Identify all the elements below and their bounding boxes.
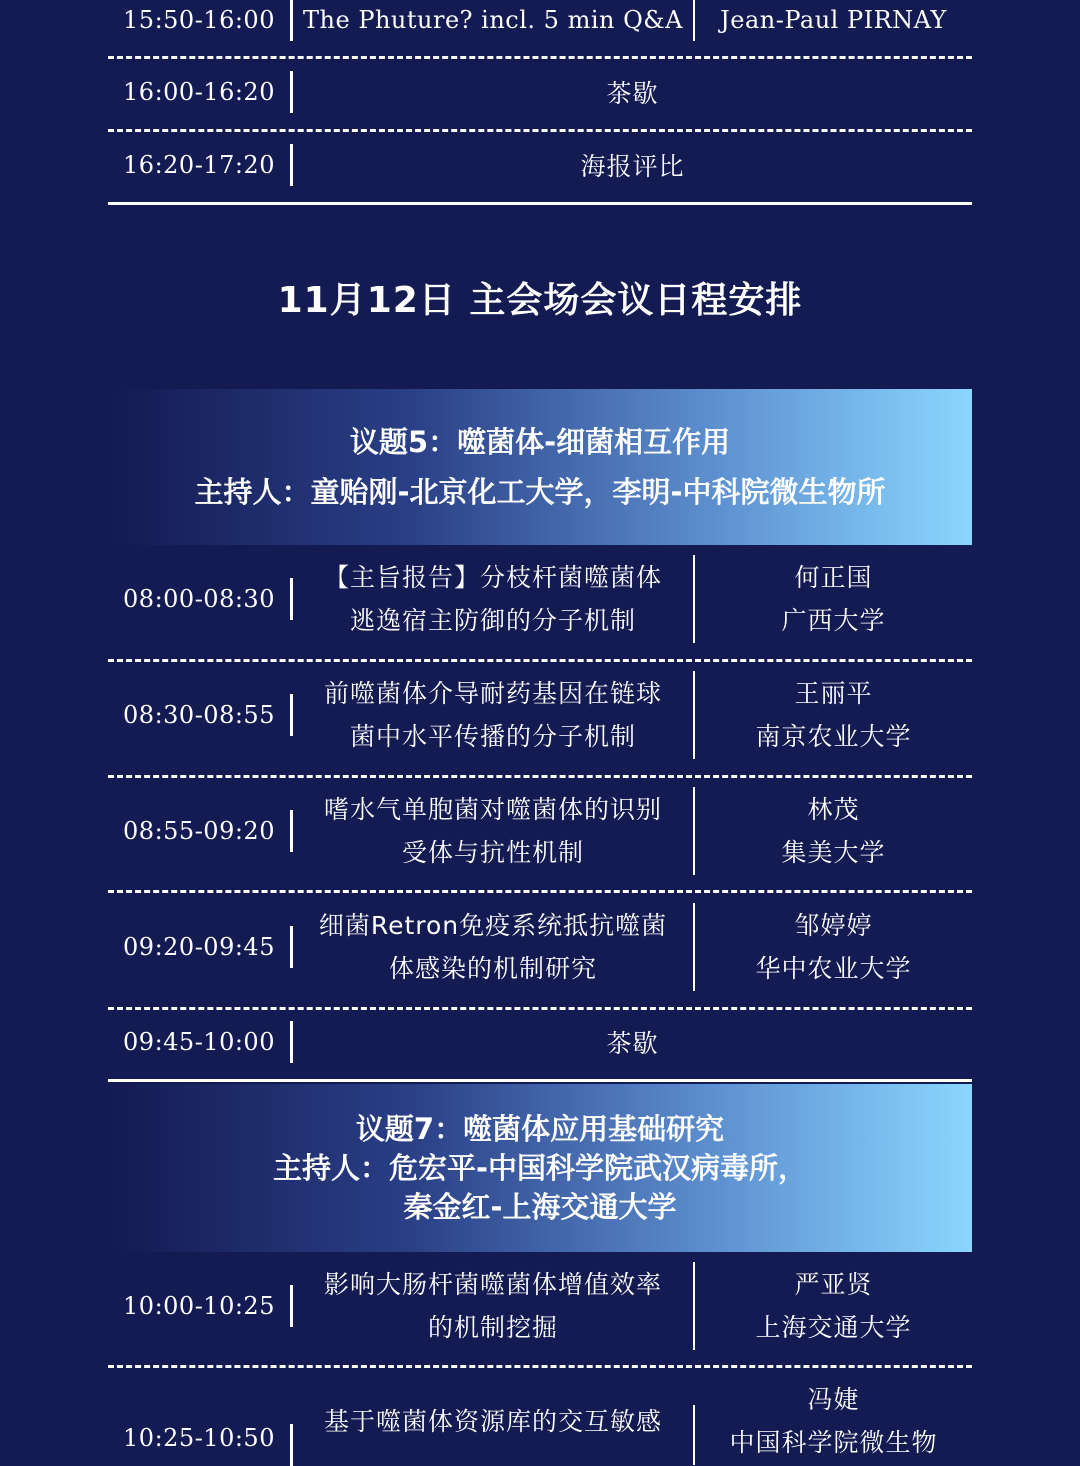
- row-time: 08:55-09:20: [123, 817, 275, 845]
- speaker-name: 严亚贤: [794, 1270, 873, 1299]
- row-speaker: [695, 904, 972, 990]
- dashed-separator: [108, 1365, 972, 1368]
- row-time: 08:00-08:30: [123, 585, 275, 613]
- dashed-separator: [108, 1007, 972, 1010]
- row-topic: 嗜水气单胞菌对噬菌体的识别 受体与抗性机制: [323, 795, 662, 867]
- row-time: 10:25-10:50: [123, 1424, 275, 1452]
- section-end-line: [108, 1079, 972, 1082]
- row-time: 08:30-08:55: [123, 701, 275, 729]
- speaker-org: 广西大学: [781, 606, 886, 635]
- row-topic: The Phuture? incl. 5 min Q&A: [303, 5, 683, 34]
- speaker-org: 中国科学院微生物: [729, 1428, 938, 1457]
- schedule-row: [108, 143, 972, 187]
- speaker-name: 冯婕: [807, 1385, 860, 1414]
- speaker-name: 邹婷婷: [794, 911, 873, 940]
- schedule-row: [108, 555, 972, 643]
- section-end-line: [108, 202, 972, 205]
- row-time: 16:00-16:20: [123, 78, 275, 106]
- dashed-separator: [108, 890, 972, 893]
- speaker-name: 王丽平: [794, 679, 873, 708]
- session-hosts: 主持人：童贻刚-北京化工大学，李明-中科院微生物所: [194, 475, 886, 509]
- row-speaker: Jean-Paul PIRNAY: [720, 5, 947, 34]
- schedule-row: [108, 0, 972, 40]
- row-speaker: [695, 672, 972, 758]
- speaker-name: 林茂: [807, 795, 860, 824]
- schedule-row: [108, 1262, 972, 1350]
- row-topic: 细菌Retron免疫系统抵抗噬菌 体感染的机制研究: [318, 911, 668, 983]
- speaker-org: 华中农业大学: [755, 954, 912, 983]
- speaker-org: 上海交通大学: [755, 1313, 912, 1342]
- schedule-row: [108, 1378, 972, 1466]
- dashed-separator: [108, 775, 972, 778]
- row-time: 09:20-09:45: [123, 933, 275, 961]
- row-event: 茶歇: [606, 79, 659, 108]
- session-title: 议题7：噬菌体应用基础研究: [355, 1112, 725, 1146]
- row-topic: 前噬菌体介导耐药基因在链球 菌中水平传播的分子机制: [323, 679, 662, 751]
- row-event: 茶歇: [606, 1029, 659, 1058]
- dashed-separator: [108, 56, 972, 59]
- session-title: 议题5：噬菌体-细菌相互作用: [349, 425, 731, 459]
- dashed-separator: [108, 129, 972, 132]
- speaker-org: 集美大学: [781, 838, 886, 867]
- row-speaker: [695, 1263, 972, 1349]
- row-time: 10:00-10:25: [123, 1292, 275, 1320]
- day-heading: 11月12日 主会场会议日程安排: [277, 280, 803, 321]
- row-speaker: [695, 556, 972, 642]
- session-hosts: 秦金红-上海交通大学: [403, 1190, 677, 1224]
- session-banner: [108, 1084, 972, 1252]
- schedule-row: [108, 1020, 972, 1064]
- speaker-name: 何正国: [794, 563, 873, 592]
- dashed-separator: [108, 659, 972, 662]
- schedule-row: [108, 903, 972, 991]
- row-speaker: [695, 788, 972, 874]
- schedule-row: [108, 787, 972, 875]
- row-topic: 基于噬菌体资源库的交互敏感: [323, 1407, 662, 1436]
- row-time: 09:45-10:00: [123, 1028, 275, 1056]
- row-time: 16:20-17:20: [123, 151, 275, 179]
- session-banner: [108, 389, 972, 545]
- row-time: 15:50-16:00: [123, 6, 275, 34]
- row-event: 海报评比: [580, 152, 685, 181]
- row-speaker: [695, 1378, 972, 1464]
- session-hosts: 主持人：危宏平-中国科学院武汉病毒所，: [272, 1151, 808, 1185]
- schedule-row: [108, 671, 972, 759]
- row-topic: 影响大肠杆菌噬菌体增值效率 的机制挖掘: [323, 1270, 662, 1342]
- schedule-row: [108, 70, 972, 114]
- speaker-org: 南京农业大学: [755, 722, 912, 751]
- row-topic: 【主旨报告】分枝杆菌噬菌体 逃逸宿主防御的分子机制: [323, 563, 662, 635]
